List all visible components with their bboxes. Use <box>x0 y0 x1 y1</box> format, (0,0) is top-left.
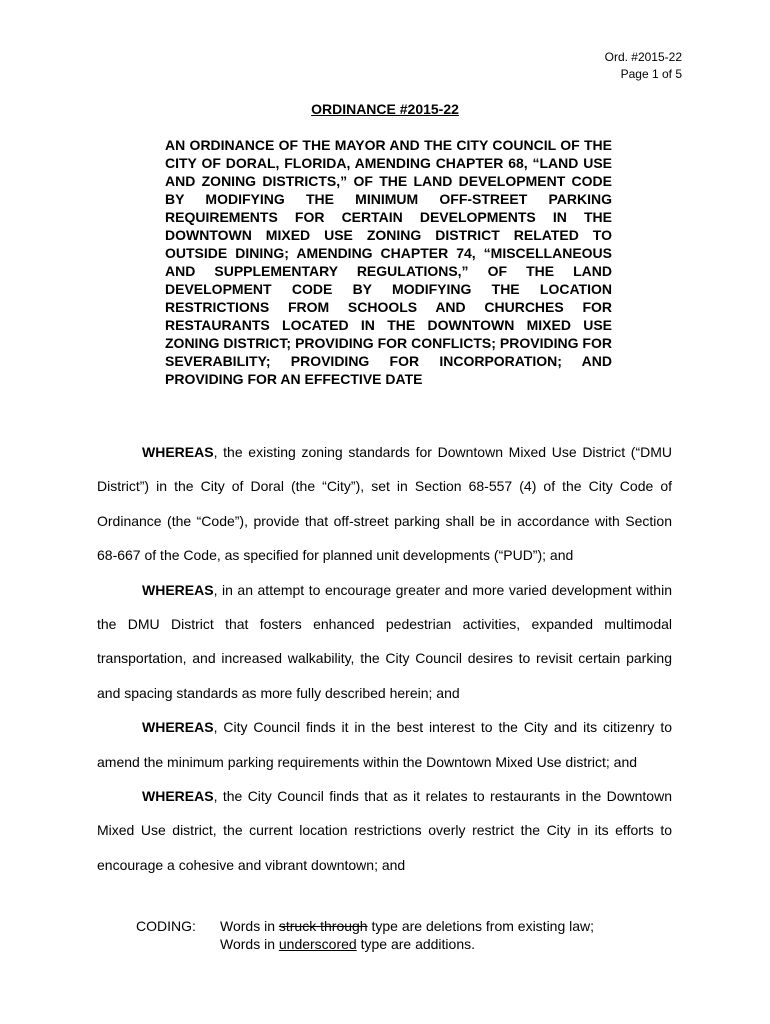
whereas-text: , the City Council finds that as it relates to restaurants in the Downtown Mixed Use district, the current location restrictions overly restrict the City in its efforts to encourage a cohesive and vibrant downtown; and <box>97 788 672 873</box>
ordinance-number: Ord. #2015-22 <box>604 50 682 64</box>
struck-through-sample: struck through <box>278 918 368 934</box>
ordinance-caption: AN ORDINANCE OF THE MAYOR AND THE CITY COUNCIL OF THE CITY OF DORAL, FLORIDA, AMENDING CHAPTER 68, “LAND USE AND ZONING DISTRICTS,” OF THE LAND DEVELOPMENT CODE BY MODIFYING THE MINIMUM OFF-STREET PARKING REQUIREMENTS FOR CERTAIN DEVELOPMENTS IN THE DOWNTOWN MIXED USE ZONING DISTRICT RELATED TO OUTSIDE DINING; AMENDING CHAPTER 74, “MISCELLANEOUS AND SUPPLEMENTARY REGULATIONS,” OF THE LAND DEVELOPMENT CODE BY MODIFYING THE LOCATION RESTRICTIONS FROM SCHOOLS AND CHURCHES FOR RESTAURANTS LOCATED IN THE DOWNTOWN MIXED USE ZONING DISTRICT; PROVIDING FOR CONFLICTS; PROVIDING FOR SEVERABILITY; PROVIDING FOR INCORPORATION; AND PROVIDING FOR AN EFFECTIVE DATE <box>165 137 612 387</box>
document-title: ORDINANCE #2015-22 <box>311 101 459 117</box>
underscored-sample: underscored <box>278 936 357 952</box>
whereas-paragraph <box>97 573 672 711</box>
coding-suffix: type are additions. <box>356 936 475 952</box>
coding-additions-line <box>220 935 594 953</box>
page-header <box>605 49 682 83</box>
whereas-text: , City Council finds it in the best interest to the City and its citizenry to amend the minimum parking requirements within the Downtown Mixed Use district; and <box>97 719 672 770</box>
whereas-paragraph <box>97 710 672 779</box>
coding-text <box>220 917 594 953</box>
whereas-clauses <box>97 435 672 882</box>
whereas-text: , in an attempt to encourage greater and more varied development within the DMU District that fosters enhanced pedestrian activities, expanded multimodal transportation, and increased walkability, the City Council desires to revisit certain parking and spacing standards as more fully described herein; and <box>97 581 672 701</box>
whereas-keyword: WHEREAS <box>142 581 214 598</box>
page-number: Page 1 of 5 <box>620 67 682 81</box>
coding-prefix: Words in <box>220 936 279 952</box>
coding-label: CODING: <box>136 918 196 934</box>
coding-deletions-line <box>220 917 594 935</box>
coding-prefix: Words in <box>220 918 279 934</box>
whereas-paragraph <box>97 779 672 882</box>
whereas-keyword: WHEREAS <box>142 444 214 460</box>
whereas-paragraph <box>97 435 672 573</box>
whereas-keyword: WHEREAS <box>142 788 214 805</box>
coding-suffix: type are deletions from existing law; <box>367 918 595 934</box>
whereas-keyword: WHEREAS <box>142 719 214 736</box>
whereas-text: , the existing zoning standards for Downtown Mixed Use District (“DMU District”) in the City of Doral (the “City”), set in Section 68-557 (4) of the City Code of Ordinance (the “Code”), provide that off-street parking shall be in accordance with Section 68-667 of the Code, as specified for planned unit developments (“PUD”); and <box>97 444 672 564</box>
